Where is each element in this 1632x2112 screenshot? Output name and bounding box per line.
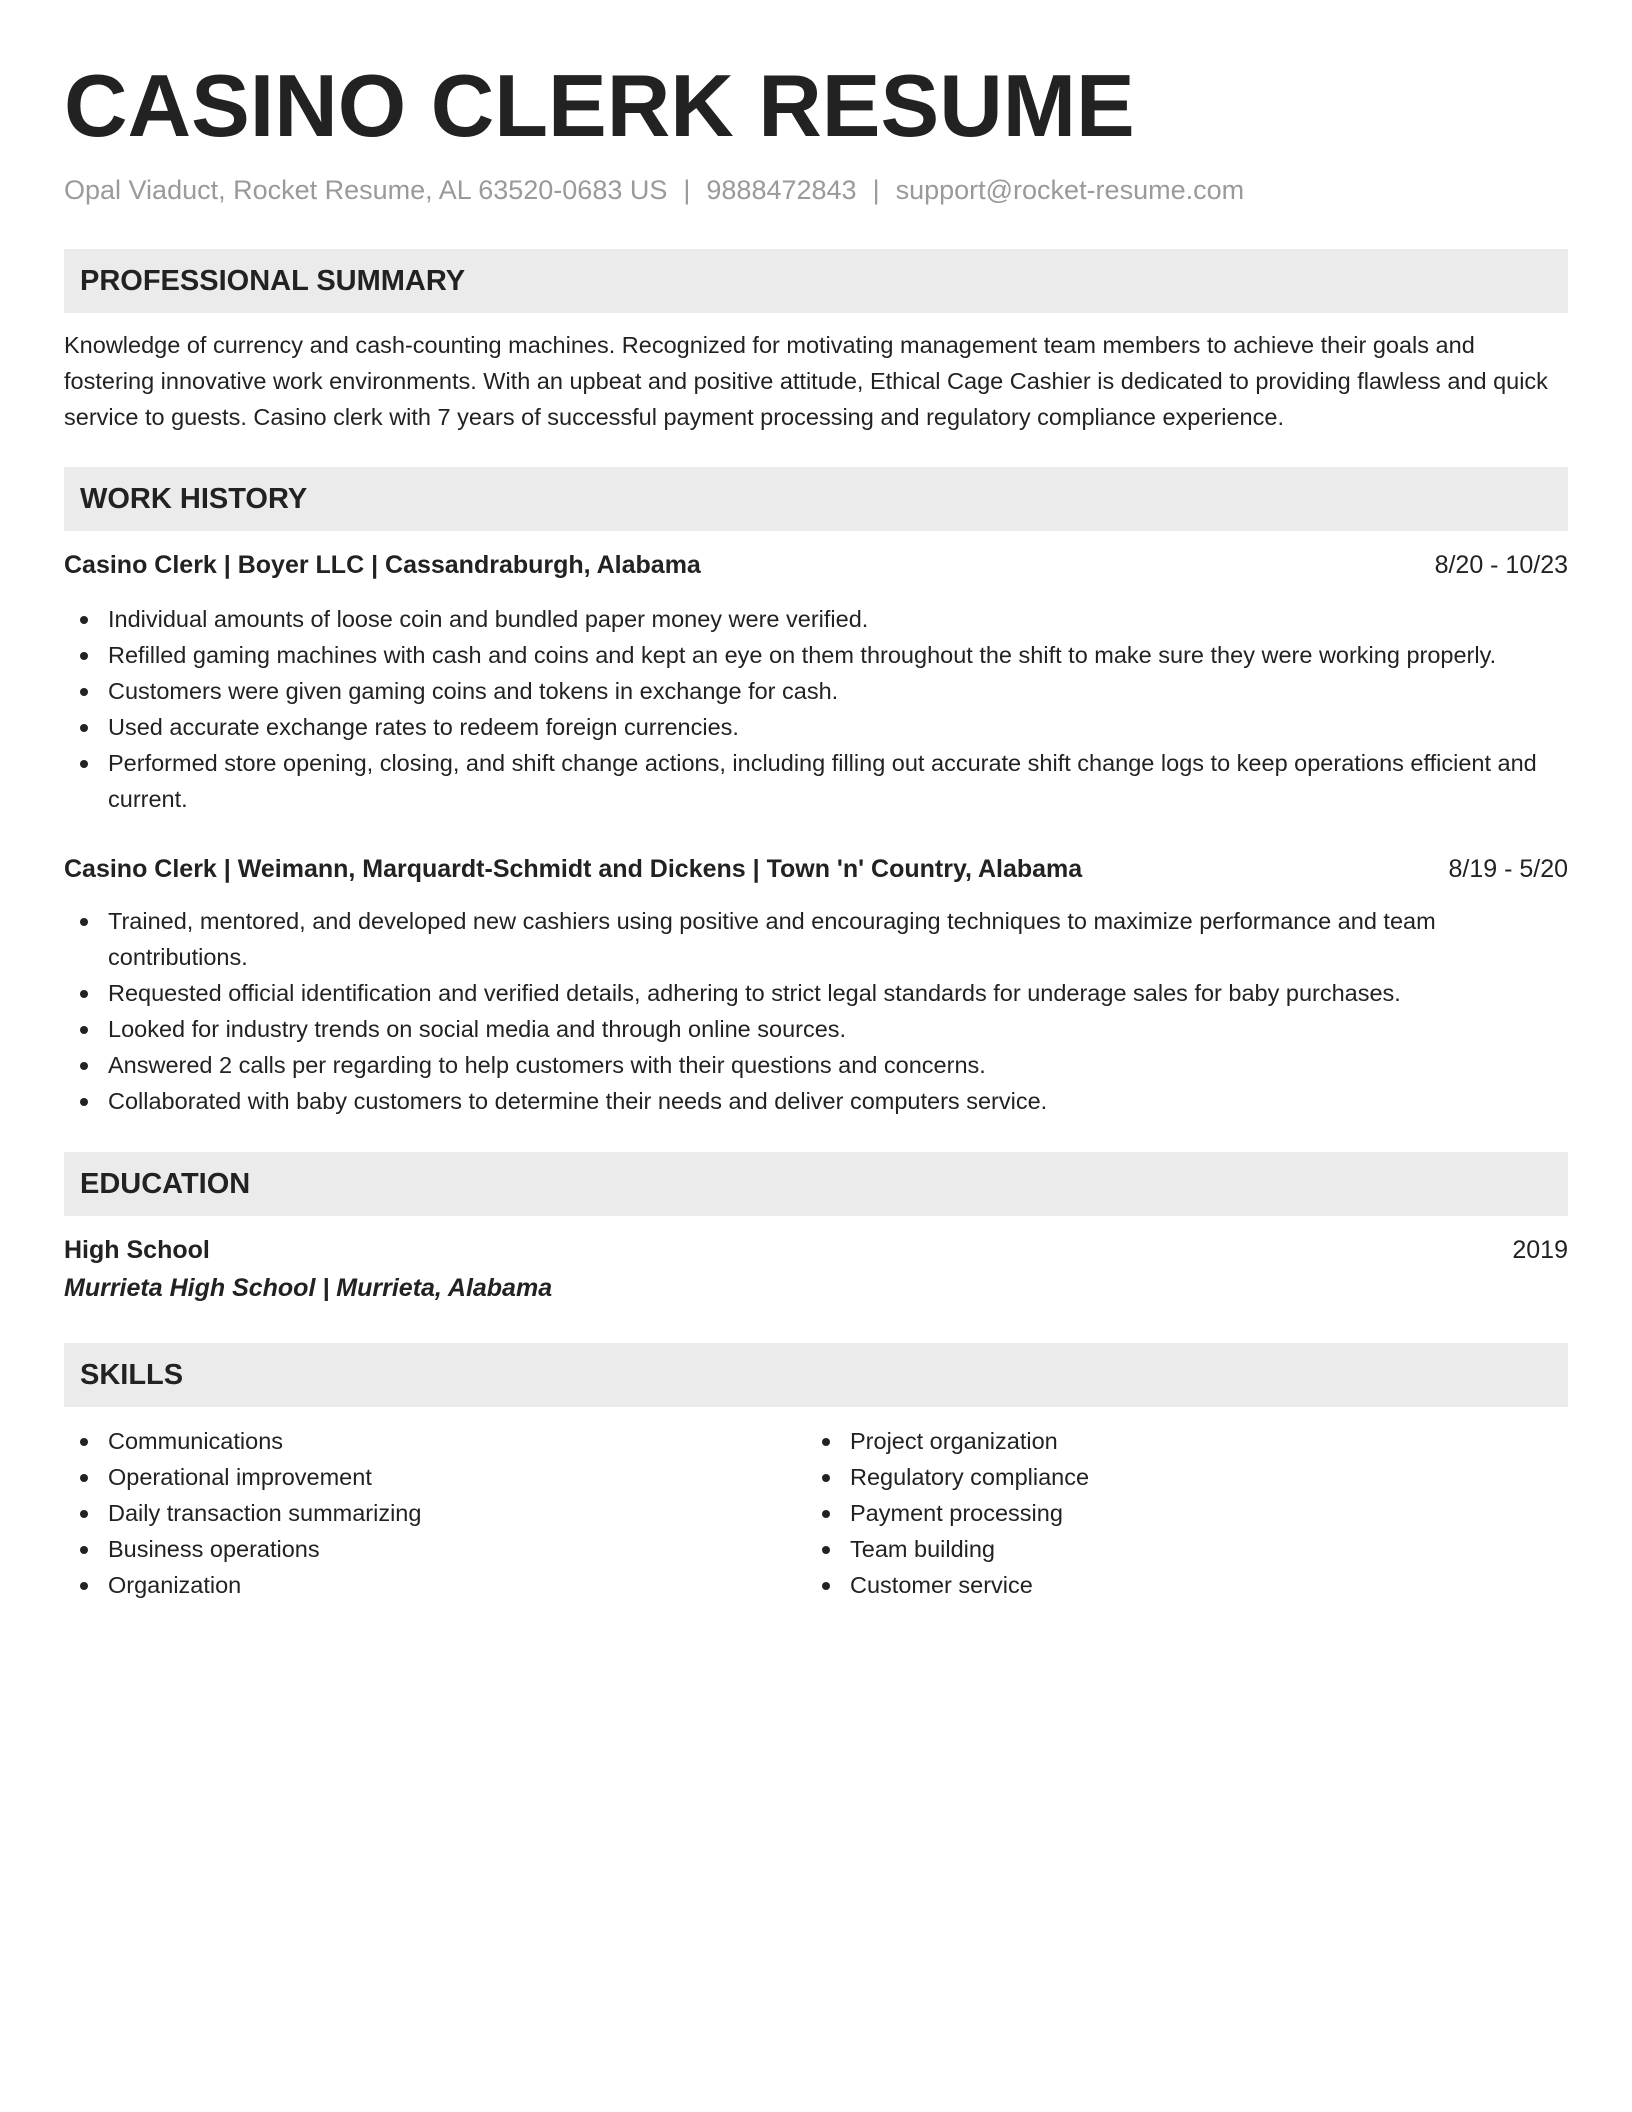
job-bullet: Individual amounts of loose coin and bundled paper money were verified. bbox=[64, 601, 1568, 637]
job-bullet: Trained, mentored, and developed new cashiers using positive and encouraging techniques to maximize performance and team contributions. bbox=[64, 903, 1568, 975]
skill-item: Payment processing bbox=[806, 1495, 1548, 1531]
contact-line bbox=[64, 172, 1568, 208]
summary-heading: PROFESSIONAL SUMMARY bbox=[80, 264, 466, 297]
skill-item: Operational improvement bbox=[64, 1459, 806, 1495]
skill-item: Project organization bbox=[806, 1423, 1548, 1459]
job-bullet: Used accurate exchange rates to redeem foreign currencies. bbox=[64, 709, 1568, 745]
skills-list bbox=[64, 1423, 1568, 1603]
contact-separator: | bbox=[683, 175, 691, 205]
job-bullet: Performed store opening, closing, and shift change actions, including filling out accurate shift change logs to keep operations efficient and current. bbox=[64, 745, 1568, 817]
job-header bbox=[64, 547, 1568, 583]
job-bullets bbox=[64, 601, 1568, 817]
skills-column-left bbox=[64, 1423, 806, 1603]
skills-section-header bbox=[64, 1343, 1568, 1407]
job-bullet: Looked for industry trends on social media and through online sources. bbox=[64, 1011, 1568, 1047]
work-section-header bbox=[64, 467, 1568, 531]
contact-email: support@rocket-resume.com bbox=[895, 175, 1245, 205]
job-dates: 8/19 - 5/20 bbox=[1448, 855, 1568, 883]
education-section-header bbox=[64, 1152, 1568, 1216]
skill-item: Business operations bbox=[64, 1531, 806, 1567]
skill-item: Customer service bbox=[806, 1567, 1548, 1603]
skill-item: Daily transaction summarizing bbox=[64, 1495, 806, 1531]
job-bullet: Customers were given gaming coins and tokens in exchange for cash. bbox=[64, 673, 1568, 709]
education-header bbox=[64, 1232, 1568, 1268]
skill-item: Organization bbox=[64, 1567, 806, 1603]
job-entry bbox=[64, 547, 1568, 817]
skill-item: Communications bbox=[64, 1423, 806, 1459]
skills-heading: SKILLS bbox=[80, 1358, 184, 1391]
contact-separator: | bbox=[872, 175, 880, 205]
skills-column-right bbox=[806, 1423, 1548, 1603]
education-year: 2019 bbox=[1512, 1236, 1568, 1264]
job-title: Casino Clerk | Boyer LLC | Cassandraburgh, Alabama bbox=[64, 551, 701, 579]
job-bullet: Refilled gaming machines with cash and coins and kept an eye on them throughout the shift to make sure they were working properly. bbox=[64, 637, 1568, 673]
work-heading: WORK HISTORY bbox=[80, 482, 308, 515]
job-header bbox=[64, 851, 1568, 887]
education-degree: High School bbox=[64, 1236, 210, 1264]
contact-phone: 9888472843 bbox=[706, 175, 857, 205]
summary-text: Knowledge of currency and cash-counting machines. Recognized for motivating management team members to achieve their goals and fostering innovative work environments. With an upbeat and positive attitude, Ethical Cage Cashier is dedicated to providing flawless and quick service to guests. Casino clerk with 7 years of successful payment processing and regulatory compliance experience. bbox=[64, 332, 1548, 430]
skill-item: Team building bbox=[806, 1531, 1548, 1567]
education-entry bbox=[64, 1232, 1568, 1306]
job-title: Casino Clerk | Weimann, Marquardt-Schmidt and Dickens | Town 'n' Country, Alabama bbox=[64, 855, 1083, 883]
resume-title: CASINO CLERK RESUME bbox=[64, 56, 1135, 155]
job-dates: 8/20 - 10/23 bbox=[1434, 551, 1568, 579]
education-heading: EDUCATION bbox=[80, 1167, 251, 1200]
job-entry bbox=[64, 851, 1568, 1119]
contact-address: Opal Viaduct, Rocket Resume, AL 63520-0683 US bbox=[64, 175, 668, 205]
summary-section-header bbox=[64, 249, 1568, 313]
resume-page bbox=[64, 0, 1568, 1603]
skill-item: Regulatory compliance bbox=[806, 1459, 1548, 1495]
education-school: Murrieta High School | Murrieta, Alabama bbox=[64, 1274, 553, 1302]
job-bullet: Requested official identification and verified details, adhering to strict legal standards for underage sales for baby purchases. bbox=[64, 975, 1568, 1011]
job-bullets bbox=[64, 903, 1568, 1119]
job-bullet: Answered 2 calls per regarding to help customers with their questions and concerns. bbox=[64, 1047, 1568, 1083]
job-bullet: Collaborated with baby customers to determine their needs and deliver computers service. bbox=[64, 1083, 1568, 1119]
